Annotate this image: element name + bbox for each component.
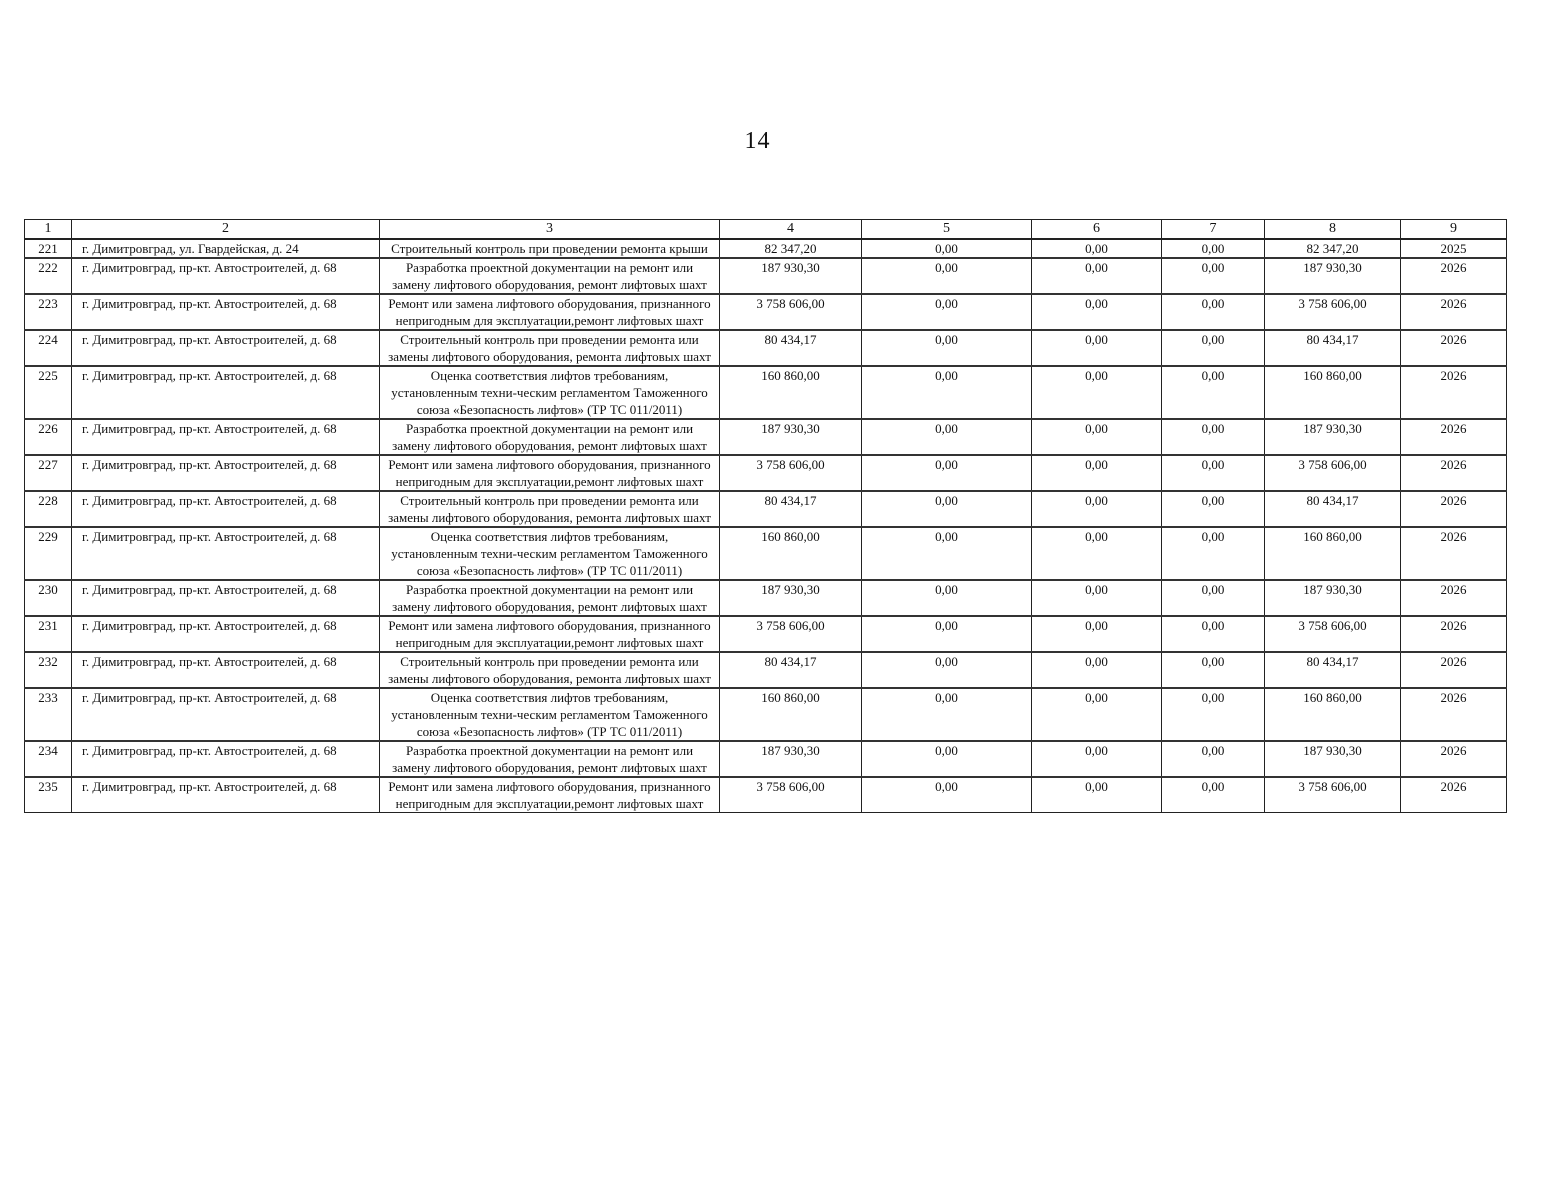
fund-column-6-cell: 0,00 <box>1032 616 1162 652</box>
fund-column-5-cell: 0,00 <box>862 455 1032 491</box>
year-cell: 2026 <box>1401 527 1507 580</box>
fund-column-5-cell: 0,00 <box>862 491 1032 527</box>
address-cell: г. Димитровград, пр-кт. Автостроителей, д. 68 <box>72 652 380 688</box>
fund-column-6-cell: 0,00 <box>1032 258 1162 294</box>
total-cost-cell: 187 930,30 <box>720 419 862 455</box>
address-cell: г. Димитровград, пр-кт. Автостроителей, д. 68 <box>72 616 380 652</box>
column-header: 5 <box>862 220 1032 240</box>
fund-column-5-cell: 0,00 <box>862 777 1032 813</box>
row-number-cell: 233 <box>25 688 72 741</box>
fund-column-8-cell: 3 758 606,00 <box>1265 455 1401 491</box>
work-description-cell: Разработка проектной документации на ремонт или замену лифтового оборудования, ремонт лифтовых шахт <box>380 580 720 616</box>
fund-column-6-cell: 0,00 <box>1032 239 1162 258</box>
fund-column-6-cell: 0,00 <box>1032 527 1162 580</box>
fund-column-5-cell: 0,00 <box>862 580 1032 616</box>
total-cost-cell: 82 347,20 <box>720 239 862 258</box>
work-description-cell: Оценка соответствия лифтов требованиям, установленным техни-ческим регламентом Таможенного союза «Безопасность лифтов» (ТР ТС 011/2011) <box>380 688 720 741</box>
column-header: 7 <box>1162 220 1265 240</box>
fund-column-6-cell: 0,00 <box>1032 330 1162 366</box>
address-cell: г. Димитровград, пр-кт. Автостроителей, д. 68 <box>72 419 380 455</box>
column-number-row <box>25 220 1507 240</box>
column-header: 3 <box>380 220 720 240</box>
fund-column-6-cell: 0,00 <box>1032 652 1162 688</box>
fund-column-5-cell: 0,00 <box>862 741 1032 777</box>
work-description-cell: Оценка соответствия лифтов требованиям, установленным техни-ческим регламентом Таможенного союза «Безопасность лифтов» (ТР ТС 011/2011) <box>380 366 720 419</box>
address-cell: г. Димитровград, пр-кт. Автостроителей, д. 68 <box>72 455 380 491</box>
row-number-cell: 224 <box>25 330 72 366</box>
fund-column-8-cell: 80 434,17 <box>1265 652 1401 688</box>
year-cell: 2026 <box>1401 294 1507 330</box>
column-header: 8 <box>1265 220 1401 240</box>
fund-column-8-cell: 80 434,17 <box>1265 330 1401 366</box>
total-cost-cell: 187 930,30 <box>720 258 862 294</box>
fund-column-5-cell: 0,00 <box>862 527 1032 580</box>
fund-column-7-cell: 0,00 <box>1162 366 1265 419</box>
address-cell: г. Димитровград, ул. Гвардейская, д. 24 <box>72 239 380 258</box>
row-number-cell: 226 <box>25 419 72 455</box>
total-cost-cell: 160 860,00 <box>720 527 862 580</box>
fund-column-7-cell: 0,00 <box>1162 741 1265 777</box>
total-cost-cell: 187 930,30 <box>720 580 862 616</box>
fund-column-8-cell: 187 930,30 <box>1265 741 1401 777</box>
fund-column-7-cell: 0,00 <box>1162 616 1265 652</box>
row-number-cell: 227 <box>25 455 72 491</box>
fund-column-7-cell: 0,00 <box>1162 455 1265 491</box>
work-description-cell: Строительный контроль при проведении ремонта или замены лифтового оборудования, ремонта лифтовых шахт <box>380 652 720 688</box>
work-description-cell: Разработка проектной документации на ремонт или замену лифтового оборудования, ремонт лифтовых шахт <box>380 258 720 294</box>
fund-column-7-cell: 0,00 <box>1162 652 1265 688</box>
fund-column-6-cell: 0,00 <box>1032 419 1162 455</box>
work-description-cell: Ремонт или замена лифтового оборудования, признанного непригодным для эксплуатации,ремонт лифтовых шахт <box>380 455 720 491</box>
work-description-cell: Строительный контроль при проведении ремонта крыши <box>380 239 720 258</box>
fund-column-7-cell: 0,00 <box>1162 419 1265 455</box>
fund-column-5-cell: 0,00 <box>862 239 1032 258</box>
year-cell: 2026 <box>1401 688 1507 741</box>
fund-column-8-cell: 3 758 606,00 <box>1265 616 1401 652</box>
total-cost-cell: 160 860,00 <box>720 366 862 419</box>
row-number-cell: 229 <box>25 527 72 580</box>
fund-column-5-cell: 0,00 <box>862 419 1032 455</box>
year-cell: 2026 <box>1401 616 1507 652</box>
fund-column-5-cell: 0,00 <box>862 330 1032 366</box>
year-cell: 2026 <box>1401 777 1507 813</box>
fund-column-8-cell: 160 860,00 <box>1265 366 1401 419</box>
fund-column-8-cell: 160 860,00 <box>1265 688 1401 741</box>
year-cell: 2026 <box>1401 419 1507 455</box>
fund-column-8-cell: 160 860,00 <box>1265 527 1401 580</box>
year-cell: 2026 <box>1401 258 1507 294</box>
year-cell: 2026 <box>1401 580 1507 616</box>
fund-column-7-cell: 0,00 <box>1162 294 1265 330</box>
table-row <box>25 580 1507 616</box>
address-cell: г. Димитровград, пр-кт. Автостроителей, д. 68 <box>72 688 380 741</box>
row-number-cell: 231 <box>25 616 72 652</box>
page-number: 14 <box>744 128 771 154</box>
address-cell: г. Димитровград, пр-кт. Автостроителей, д. 68 <box>72 741 380 777</box>
total-cost-cell: 80 434,17 <box>720 491 862 527</box>
fund-column-7-cell: 0,00 <box>1162 258 1265 294</box>
table-row <box>25 777 1507 813</box>
fund-column-6-cell: 0,00 <box>1032 366 1162 419</box>
year-cell: 2026 <box>1401 330 1507 366</box>
work-description-cell: Оценка соответствия лифтов требованиям, установленным техни-ческим регламентом Таможенного союза «Безопасность лифтов» (ТР ТС 011/2011) <box>380 527 720 580</box>
fund-column-6-cell: 0,00 <box>1032 491 1162 527</box>
fund-column-7-cell: 0,00 <box>1162 330 1265 366</box>
fund-column-7-cell: 0,00 <box>1162 580 1265 616</box>
address-cell: г. Димитровград, пр-кт. Автостроителей, д. 68 <box>72 330 380 366</box>
column-header: 2 <box>72 220 380 240</box>
table-row <box>25 330 1507 366</box>
work-description-cell: Ремонт или замена лифтового оборудования, признанного непригодным для эксплуатации,ремонт лифтовых шахт <box>380 294 720 330</box>
row-number-cell: 234 <box>25 741 72 777</box>
row-number-cell: 232 <box>25 652 72 688</box>
row-number-cell: 230 <box>25 580 72 616</box>
year-cell: 2026 <box>1401 455 1507 491</box>
table-row <box>25 688 1507 741</box>
fund-column-5-cell: 0,00 <box>862 366 1032 419</box>
work-description-cell: Ремонт или замена лифтового оборудования, признанного непригодным для эксплуатации,ремонт лифтовых шахт <box>380 616 720 652</box>
fund-column-6-cell: 0,00 <box>1032 580 1162 616</box>
row-number-cell: 235 <box>25 777 72 813</box>
address-cell: г. Димитровград, пр-кт. Автостроителей, д. 68 <box>72 294 380 330</box>
fund-column-8-cell: 82 347,20 <box>1265 239 1401 258</box>
fund-column-6-cell: 0,00 <box>1032 777 1162 813</box>
fund-column-6-cell: 0,00 <box>1032 294 1162 330</box>
table-row <box>25 258 1507 294</box>
year-cell: 2026 <box>1401 652 1507 688</box>
fund-column-6-cell: 0,00 <box>1032 741 1162 777</box>
address-cell: г. Димитровград, пр-кт. Автостроителей, д. 68 <box>72 491 380 527</box>
year-cell: 2026 <box>1401 741 1507 777</box>
fund-column-8-cell: 3 758 606,00 <box>1265 294 1401 330</box>
year-cell: 2026 <box>1401 491 1507 527</box>
total-cost-cell: 160 860,00 <box>720 688 862 741</box>
year-cell: 2025 <box>1401 239 1507 258</box>
fund-column-8-cell: 187 930,30 <box>1265 258 1401 294</box>
fund-column-5-cell: 0,00 <box>862 258 1032 294</box>
column-header: 6 <box>1032 220 1162 240</box>
total-cost-cell: 80 434,17 <box>720 652 862 688</box>
column-header: 1 <box>25 220 72 240</box>
table-row <box>25 455 1507 491</box>
work-description-cell: Разработка проектной документации на ремонт или замену лифтового оборудования, ремонт лифтовых шахт <box>380 419 720 455</box>
total-cost-cell: 3 758 606,00 <box>720 294 862 330</box>
fund-column-6-cell: 0,00 <box>1032 688 1162 741</box>
total-cost-cell: 187 930,30 <box>720 741 862 777</box>
fund-column-5-cell: 0,00 <box>862 616 1032 652</box>
row-number-cell: 225 <box>25 366 72 419</box>
total-cost-cell: 3 758 606,00 <box>720 777 862 813</box>
table-row <box>25 419 1507 455</box>
fund-column-8-cell: 187 930,30 <box>1265 419 1401 455</box>
year-cell: 2026 <box>1401 366 1507 419</box>
work-description-cell: Строительный контроль при проведении ремонта или замены лифтового оборудования, ремонта лифтовых шахт <box>380 330 720 366</box>
column-header: 4 <box>720 220 862 240</box>
total-cost-cell: 80 434,17 <box>720 330 862 366</box>
address-cell: г. Димитровград, пр-кт. Автостроителей, д. 68 <box>72 366 380 419</box>
fund-column-7-cell: 0,00 <box>1162 527 1265 580</box>
repair-schedule-table <box>24 219 1507 813</box>
fund-column-8-cell: 3 758 606,00 <box>1265 777 1401 813</box>
work-description-cell: Разработка проектной документации на ремонт или замену лифтового оборудования, ремонт лифтовых шахт <box>380 741 720 777</box>
table-row <box>25 652 1507 688</box>
table-row <box>25 741 1507 777</box>
work-description-cell: Строительный контроль при проведении ремонта или замены лифтового оборудования, ремонта лифтовых шахт <box>380 491 720 527</box>
fund-column-5-cell: 0,00 <box>862 688 1032 741</box>
fund-column-5-cell: 0,00 <box>862 652 1032 688</box>
table-row <box>25 527 1507 580</box>
fund-column-7-cell: 0,00 <box>1162 239 1265 258</box>
fund-column-6-cell: 0,00 <box>1032 455 1162 491</box>
address-cell: г. Димитровград, пр-кт. Автостроителей, д. 68 <box>72 258 380 294</box>
fund-column-7-cell: 0,00 <box>1162 777 1265 813</box>
column-header: 9 <box>1401 220 1507 240</box>
row-number-cell: 221 <box>25 239 72 258</box>
row-number-cell: 222 <box>25 258 72 294</box>
address-cell: г. Димитровград, пр-кт. Автостроителей, д. 68 <box>72 580 380 616</box>
fund-column-8-cell: 187 930,30 <box>1265 580 1401 616</box>
fund-column-8-cell: 80 434,17 <box>1265 491 1401 527</box>
row-number-cell: 228 <box>25 491 72 527</box>
total-cost-cell: 3 758 606,00 <box>720 455 862 491</box>
table-row <box>25 491 1507 527</box>
fund-column-5-cell: 0,00 <box>862 294 1032 330</box>
row-number-cell: 223 <box>25 294 72 330</box>
table-row <box>25 294 1507 330</box>
address-cell: г. Димитровград, пр-кт. Автостроителей, д. 68 <box>72 777 380 813</box>
total-cost-cell: 3 758 606,00 <box>720 616 862 652</box>
table-row <box>25 239 1507 258</box>
address-cell: г. Димитровград, пр-кт. Автостроителей, д. 68 <box>72 527 380 580</box>
fund-column-7-cell: 0,00 <box>1162 491 1265 527</box>
table-row <box>25 616 1507 652</box>
table-row <box>25 366 1507 419</box>
work-description-cell: Ремонт или замена лифтового оборудования, признанного непригодным для эксплуатации,ремонт лифтовых шахт <box>380 777 720 813</box>
fund-column-7-cell: 0,00 <box>1162 688 1265 741</box>
